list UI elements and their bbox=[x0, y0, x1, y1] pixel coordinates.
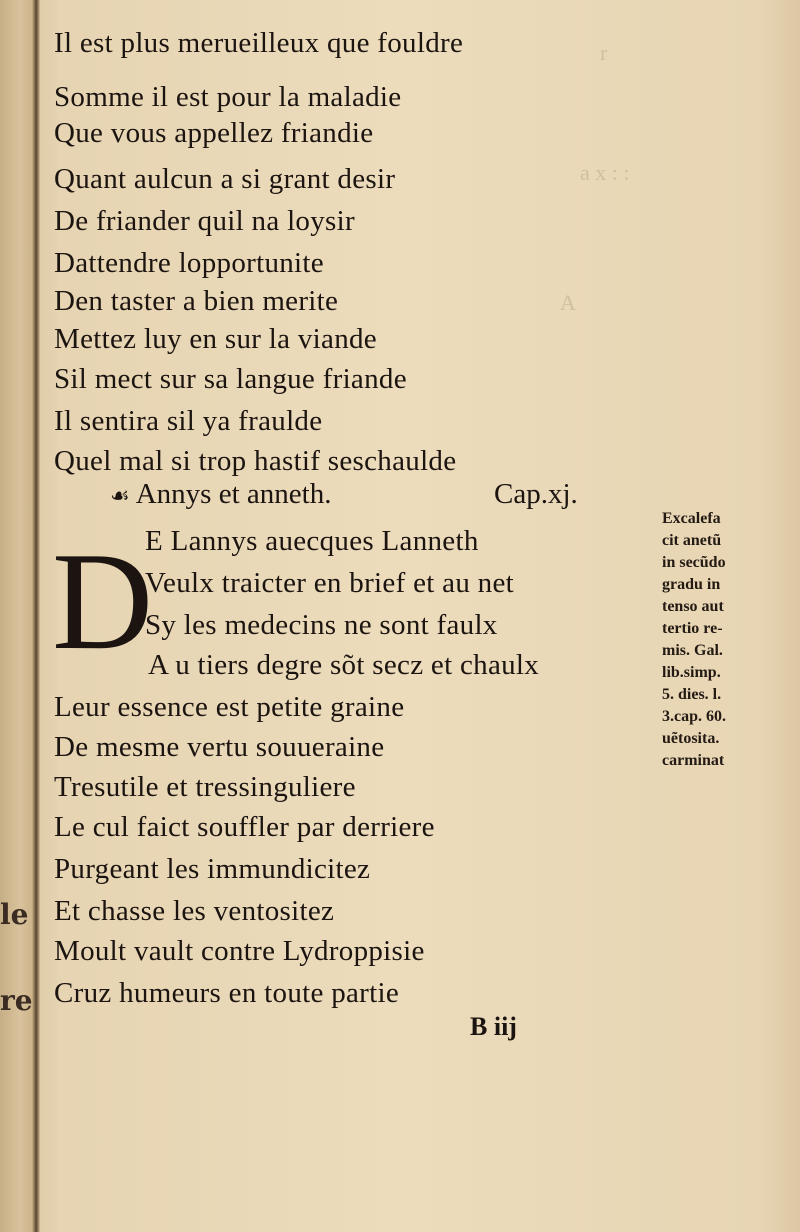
verse-line: Moult vault contre Lydroppisie bbox=[54, 935, 425, 967]
verse-line: Il sentira sil ya fraulde bbox=[54, 405, 323, 437]
marginal-note-line: Excalefa bbox=[662, 510, 721, 527]
verse-line: Veulx traicter en brief et au net bbox=[145, 567, 515, 599]
marginal-note-line: mis. Gal. bbox=[662, 642, 723, 659]
marginal-note-line: gradu in bbox=[662, 576, 721, 593]
verse-line: Sy les medecins ne sont faulx bbox=[145, 609, 498, 641]
marginal-note-line: tenso aut bbox=[662, 598, 724, 615]
marginal-note-line: cit anetũ bbox=[662, 532, 722, 549]
verse-line: De friander quil na loysir bbox=[54, 205, 355, 237]
verse-line: Le cul faict souffler par derriere bbox=[54, 811, 435, 843]
book-gutter bbox=[0, 0, 40, 1232]
verse-line: Quel mal si trop hastif seschaulde bbox=[54, 445, 457, 477]
verse-line: E Lannys auecques Lanneth bbox=[145, 525, 479, 557]
verse-line: Somme il est pour la maladie bbox=[54, 81, 402, 113]
marginal-note-line: 5. dies. l. bbox=[662, 686, 722, 703]
marginal-note-line: lib.simp. bbox=[662, 664, 721, 681]
marginal-note-line: 3.cap. 60. bbox=[662, 708, 726, 725]
verse-line: Que vous appellez friandie bbox=[54, 117, 374, 149]
bleed-through-text: A bbox=[560, 290, 576, 315]
left-margin-fragment: re bbox=[0, 984, 33, 1017]
verse-line: Et chasse les ventositez bbox=[54, 895, 335, 927]
marginal-note-line: carminat bbox=[662, 752, 725, 769]
marginal-note-line: tertio re- bbox=[662, 620, 723, 637]
drop-capital: D bbox=[52, 524, 154, 679]
verse-line: Il est plus merueilleux que fouldre bbox=[54, 27, 464, 59]
verse-line: Cruz humeurs en toute partie bbox=[54, 977, 400, 1009]
left-margin-fragment: le bbox=[0, 898, 29, 931]
fleuron-icon: ☙ bbox=[110, 483, 130, 508]
verse-line: Dattendre lopportunite bbox=[54, 247, 324, 279]
verse-line: Sil mect sur sa langue friande bbox=[54, 363, 407, 395]
bleed-through-text: r bbox=[600, 40, 608, 65]
signature-mark: B iij bbox=[470, 1012, 517, 1041]
verse-line: Tresutile et tressinguliere bbox=[54, 771, 356, 803]
chapter-title: Annys et anneth. bbox=[135, 478, 332, 510]
chapter-heading bbox=[110, 478, 578, 511]
verse-line: Mettez luy en sur la viande bbox=[54, 323, 377, 355]
marginal-note-line: uẽtosita. bbox=[662, 730, 720, 747]
verse-line: A u tiers degre sõt secz et chaulx bbox=[148, 649, 540, 681]
marginal-note bbox=[662, 508, 792, 772]
bleed-through-text: a x : : bbox=[580, 160, 630, 185]
verse-line: De mesme vertu souueraine bbox=[54, 731, 385, 763]
verse-line: Leur essence est petite graine bbox=[54, 691, 405, 723]
verse-line: Quant aulcun a si grant desir bbox=[54, 163, 396, 195]
verse-line: Purgeant les immundicitez bbox=[54, 853, 371, 885]
chapter-number: Cap.xj. bbox=[494, 478, 578, 510]
verse-line: Den taster a bien merite bbox=[54, 285, 339, 317]
marginal-note-line: in secũdo bbox=[662, 554, 726, 571]
